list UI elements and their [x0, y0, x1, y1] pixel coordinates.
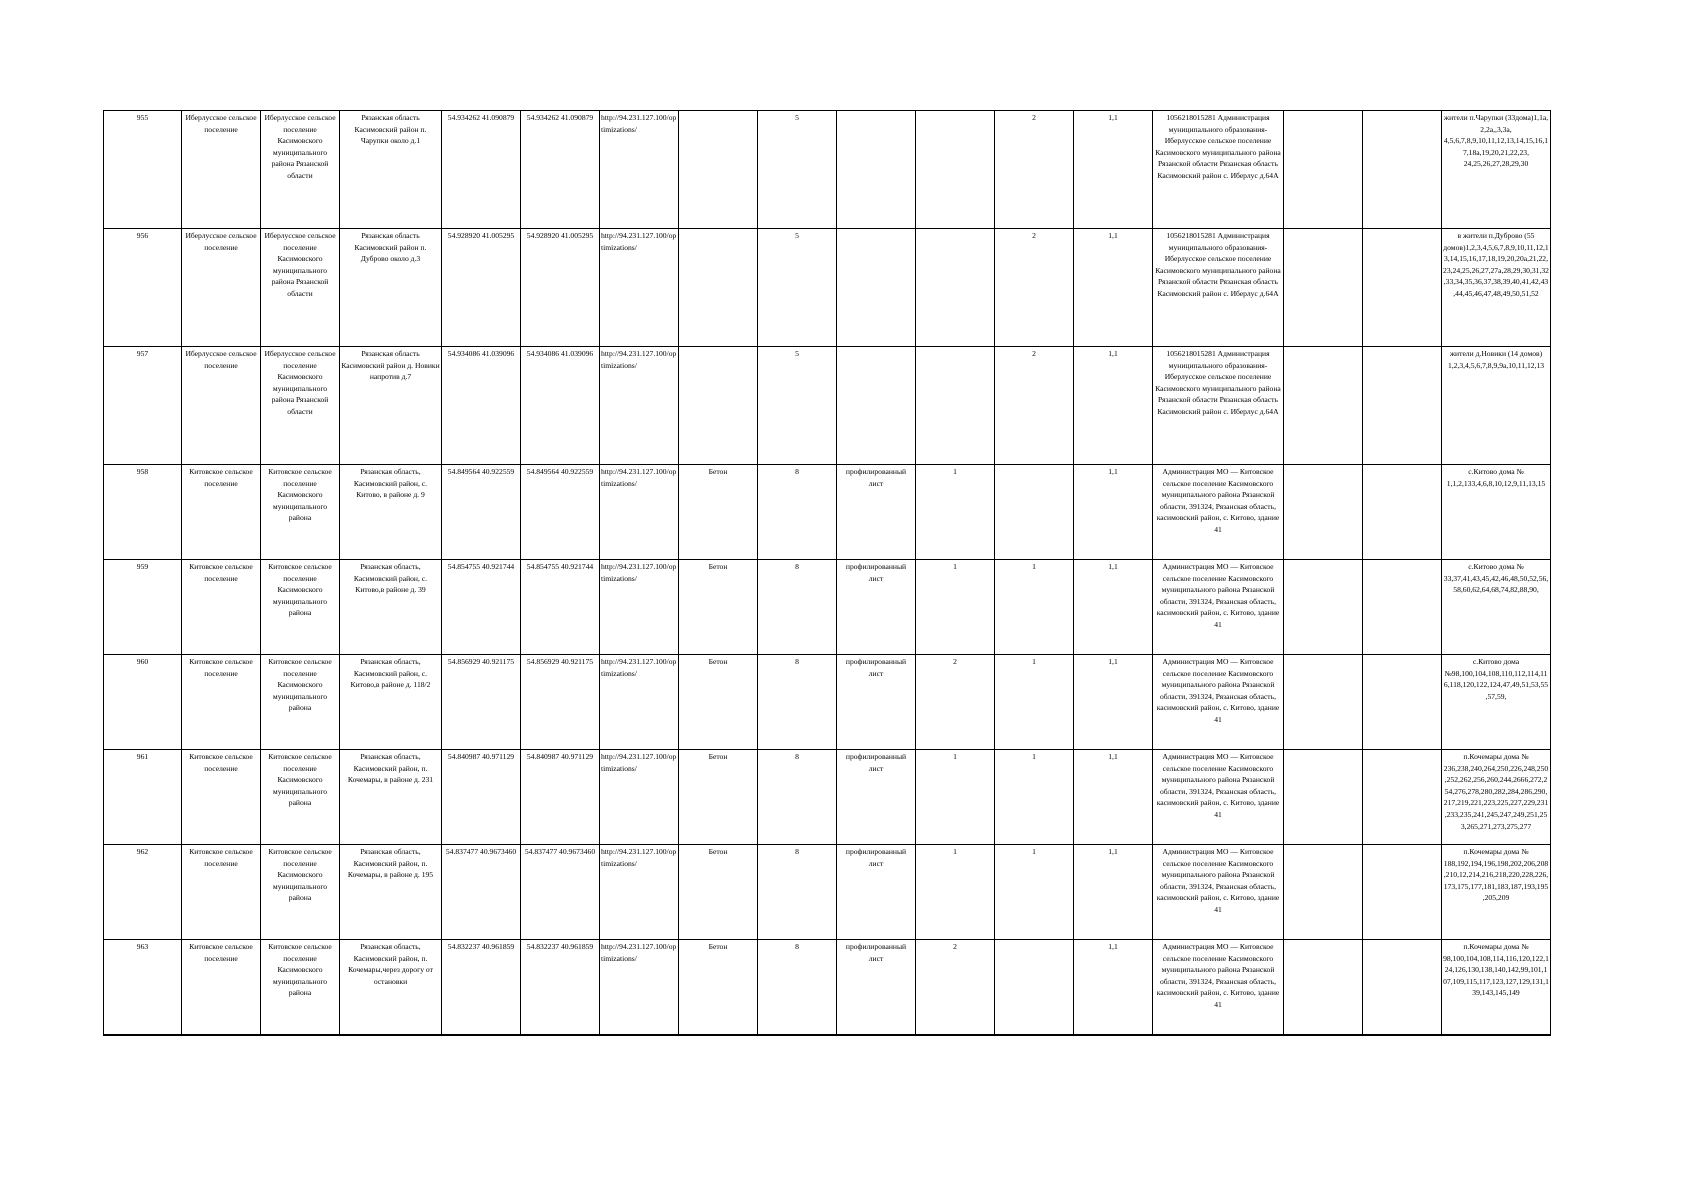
site-address: Рязанская область Касимовский район п. Дуброво около д.3 — [340, 229, 442, 347]
site-coordinates: 54.840987 40.971129 — [442, 750, 521, 845]
site-coordinates: 54.849564 40.922559 — [442, 465, 521, 560]
container-volume: 1,1 — [1074, 655, 1153, 750]
municipality-name: Китовское сельское поселение Касимовского муниципального района — [261, 940, 340, 1035]
table-body — [104, 111, 1551, 1035]
surface-type: Бетон — [679, 750, 758, 845]
row-number: 958 — [104, 465, 182, 560]
served-addresses: п.Кочемары дома № 98,100,104,108,114,116,120,122,124,126,130,138,140,142,99,101,107,109,115,117,123,127,129,131,139,143,145,149 — [1442, 940, 1551, 1035]
container-count-existing: 1 — [916, 750, 995, 845]
surface-type — [679, 347, 758, 465]
site-coordinates: 54.928920 41.005295 — [442, 229, 521, 347]
registry-table — [103, 110, 1551, 1036]
empty-cell — [1284, 940, 1363, 1035]
settlement-name: Китовское сельское поселение — [182, 465, 261, 560]
empty-cell — [1284, 750, 1363, 845]
container-volume: 1,1 — [1074, 940, 1153, 1035]
municipality-name: Китовское сельское поселение Касимовского муниципального района — [261, 655, 340, 750]
site-coordinates: 54.934262 41.090879 — [442, 111, 521, 229]
fence-type: профилированный лист — [837, 560, 916, 655]
site-area: 8 — [758, 750, 837, 845]
served-addresses: с.Китово дома № 33,37,41,43,45,42,46,48,50,52,56,58,60,62,64,68,74,82,88,90, — [1442, 560, 1551, 655]
surface-type — [679, 229, 758, 347]
row-number: 957 — [104, 347, 182, 465]
fence-type: профилированный лист — [837, 940, 916, 1035]
container-count-existing: 1 — [916, 560, 995, 655]
surface-type — [679, 111, 758, 229]
served-addresses: жители д.Новики (14 домов) 1,2,3,4,5,6,7,8,9,9а,10,11,12,13 — [1442, 347, 1551, 465]
empty-cell — [1363, 845, 1442, 940]
served-addresses: в жители п.Дуброво (55 домов)1,2,3,4,5,6,7,8,9,10,11,12,13,14,15,16,17,18,19,20,20а,21,22,23,24,25,26,27,27а,28,29,30,31,32,33,34,35,36,37,38,39,40,41,42,43,44,45,46,47,48,49,50,51,52 — [1442, 229, 1551, 347]
owner-info: 1056218015281 Администрация муниципального образования-Иберлусское сельское поселение Касимовского муниципального района Рязанской области Рязанская область Касимовский район с. Иберлус д.64А — [1153, 111, 1284, 229]
optimization-link: http://94.231.127.100/optimizations/ — [600, 655, 679, 750]
container-volume: 1,1 — [1074, 347, 1153, 465]
empty-cell — [1284, 655, 1363, 750]
owner-info: 1056218015281 Администрация муниципального образования-Иберлусское сельское поселение Касимовского муниципального района Рязанской области Рязанская область Касимовский район с. Иберлус д.64А — [1153, 229, 1284, 347]
empty-cell — [1284, 465, 1363, 560]
municipality-name: Иберлусское сельское поселение Касимовского муниципального района Рязанской области — [261, 347, 340, 465]
owner-info: Администрация МО — Китовское сельское поселение Касимовского муниципального района Рязанской области, 391324, Рязанская область, касимовский район, с. Китово, здание 41 — [1153, 465, 1284, 560]
municipality-name: Иберлусское сельское поселение Касимовского муниципального района Рязанской области — [261, 111, 340, 229]
settlement-name: Иберлусское сельское поселение — [182, 347, 261, 465]
table-row — [104, 560, 1551, 655]
empty-cell — [1363, 229, 1442, 347]
site-address: Рязанская область, Касимовский район, п. Кочемары, в районе д. 195 — [340, 845, 442, 940]
empty-cell — [1363, 560, 1442, 655]
empty-cell — [1284, 560, 1363, 655]
site-coordinates-duplicate: 54.832237 40.961859 — [521, 940, 600, 1035]
optimization-link: http://94.231.127.100/optimizations/ — [600, 750, 679, 845]
served-addresses: п.Кочемары дома № 188,192,194,196,198,202,206,208,210,12,214,216,218,220,228,226,173,175,177,181,183,187,193,195,205,209 — [1442, 845, 1551, 940]
table-row — [104, 229, 1551, 347]
site-area: 8 — [758, 655, 837, 750]
empty-cell — [1284, 845, 1363, 940]
site-address: Рязанская область Касимовский район д. Новики напротив д.7 — [340, 347, 442, 465]
empty-cell — [1363, 655, 1442, 750]
container-count-planned — [995, 465, 1074, 560]
served-addresses: п.Кочемары дома № 236,238,240,264,250,226,248,250,252,262,256,260,244,2666,272,254,276,278,280,282,284,286,290,217,219,221,223,225,227,229,231,233,235,241,245,247,249,251,253,265,271,273,275,277 — [1442, 750, 1551, 845]
site-coordinates: 54.856929 40.921175 — [442, 655, 521, 750]
empty-cell — [1363, 347, 1442, 465]
container-count-planned — [995, 940, 1074, 1035]
table-row — [104, 940, 1551, 1035]
document-page — [103, 110, 1549, 1036]
site-coordinates-duplicate: 54.934262 41.090879 — [521, 111, 600, 229]
municipality-name: Китовское сельское поселение Касимовского муниципального района — [261, 465, 340, 560]
container-count-existing — [916, 229, 995, 347]
container-count-planned: 2 — [995, 347, 1074, 465]
container-volume: 1,1 — [1074, 465, 1153, 560]
row-number: 956 — [104, 229, 182, 347]
optimization-link: http://94.231.127.100/optimizations/ — [600, 940, 679, 1035]
surface-type: Бетон — [679, 845, 758, 940]
site-coordinates: 54.934086 41.039096 — [442, 347, 521, 465]
surface-type: Бетон — [679, 465, 758, 560]
owner-info: Администрация МО — Китовское сельское поселение Касимовского муниципального района Рязанской области, 391324, Рязанская область, касимовский район, с. Китово, здание 41 — [1153, 845, 1284, 940]
empty-cell — [1284, 229, 1363, 347]
site-coordinates-duplicate: 54.837477 40.9673460 — [521, 845, 600, 940]
fence-type — [837, 229, 916, 347]
site-coordinates-duplicate: 54.928920 41.005295 — [521, 229, 600, 347]
site-area: 8 — [758, 845, 837, 940]
site-coordinates: 54.837477 40.9673460 — [442, 845, 521, 940]
fence-type: профилированный лист — [837, 845, 916, 940]
municipality-name: Китовское сельское поселение Касимовского муниципального района — [261, 560, 340, 655]
served-addresses: с.Китово дома № 1,1,2,133,4,6,8,10,12,9,11,13,15 — [1442, 465, 1551, 560]
fence-type: профилированный лист — [837, 750, 916, 845]
site-address: Рязанская область Касимовский район п. Чарупки около д.1 — [340, 111, 442, 229]
container-count-planned: 2 — [995, 111, 1074, 229]
served-addresses: с.Китово дома №98,100,104,108,110,112,114,116,118,120,122,124,47,49,51,53,55,57,59, — [1442, 655, 1551, 750]
container-count-existing: 1 — [916, 845, 995, 940]
site-coordinates: 54.854755 40.921744 — [442, 560, 521, 655]
container-count-existing — [916, 111, 995, 229]
settlement-name: Китовское сельское поселение — [182, 940, 261, 1035]
settlement-name: Китовское сельское поселение — [182, 655, 261, 750]
container-count-planned: 1 — [995, 845, 1074, 940]
site-area: 5 — [758, 229, 837, 347]
table-row — [104, 655, 1551, 750]
row-number: 961 — [104, 750, 182, 845]
site-area: 5 — [758, 111, 837, 229]
empty-cell — [1363, 465, 1442, 560]
row-number: 963 — [104, 940, 182, 1035]
owner-info: Администрация МО — Китовское сельское поселение Касимовского муниципального района Рязанской области, 391324, Рязанская область, касимовский район, с. Китово, здание 41 — [1153, 560, 1284, 655]
row-number: 959 — [104, 560, 182, 655]
site-coordinates-duplicate: 54.849564 40.922559 — [521, 465, 600, 560]
site-coordinates: 54.832237 40.961859 — [442, 940, 521, 1035]
site-coordinates-duplicate: 54.840987 40.971129 — [521, 750, 600, 845]
surface-type: Бетон — [679, 560, 758, 655]
surface-type: Бетон — [679, 655, 758, 750]
fence-type: профилированный лист — [837, 655, 916, 750]
site-coordinates-duplicate: 54.934086 41.039096 — [521, 347, 600, 465]
empty-cell — [1284, 347, 1363, 465]
settlement-name: Китовское сельское поселение — [182, 560, 261, 655]
site-area: 8 — [758, 560, 837, 655]
municipality-name: Иберлусское сельское поселение Касимовского муниципального района Рязанской области — [261, 229, 340, 347]
optimization-link: http://94.231.127.100/optimizations/ — [600, 229, 679, 347]
site-address: Рязанская область, Касимовский район, с. Китово,в районе д. 39 — [340, 560, 442, 655]
table-row — [104, 845, 1551, 940]
table-row — [104, 111, 1551, 229]
settlement-name: Китовское сельское поселение — [182, 750, 261, 845]
optimization-link: http://94.231.127.100/optimizations/ — [600, 465, 679, 560]
owner-info: Администрация МО — Китовское сельское поселение Касимовского муниципального района Рязанской области, 391324, Рязанская область, касимовский район, с. Китово, здание 41 — [1153, 940, 1284, 1035]
table-row — [104, 750, 1551, 845]
site-area: 8 — [758, 465, 837, 560]
fence-type — [837, 347, 916, 465]
served-addresses: жители п.Чарупки (33дома)1,1а, 2,2а,,3,3а, 4,5,6,7,8,9,10,11,12,13,14,15,16,17,18а,19,20,21,22,23, 24,25,26,27,28,29,30 — [1442, 111, 1551, 229]
optimization-link: http://94.231.127.100/optimizations/ — [600, 347, 679, 465]
container-volume: 1,1 — [1074, 111, 1153, 229]
optimization-link: http://94.231.127.100/optimizations/ — [600, 845, 679, 940]
table-row — [104, 347, 1551, 465]
container-volume: 1,1 — [1074, 560, 1153, 655]
fence-type: профилированный лист — [837, 465, 916, 560]
container-count-existing — [916, 347, 995, 465]
owner-info: Администрация МО — Китовское сельское поселение Касимовского муниципального района Рязанской области, 391324, Рязанская область, касимовский район, с. Китово, здание 41 — [1153, 655, 1284, 750]
site-address: Рязанская область, Касимовский район, п. Кочемары,через дорогу от остановки — [340, 940, 442, 1035]
site-coordinates-duplicate: 54.854755 40.921744 — [521, 560, 600, 655]
empty-cell — [1363, 940, 1442, 1035]
table-row — [104, 465, 1551, 560]
settlement-name: Китовское сельское поселение — [182, 845, 261, 940]
surface-type: Бетон — [679, 940, 758, 1035]
container-volume: 1,1 — [1074, 229, 1153, 347]
empty-cell — [1284, 111, 1363, 229]
optimization-link: http://94.231.127.100/optimizations/ — [600, 560, 679, 655]
municipality-name: Китовское сельское поселение Касимовского муниципального района — [261, 750, 340, 845]
owner-info: Администрация МО — Китовское сельское поселение Касимовского муниципального района Рязанской области, 391324, Рязанская область, касимовский район, с. Китово, здание 41 — [1153, 750, 1284, 845]
row-number: 955 — [104, 111, 182, 229]
empty-cell — [1363, 750, 1442, 845]
container-count-existing: 2 — [916, 940, 995, 1035]
container-count-planned: 1 — [995, 560, 1074, 655]
owner-info: 1056218015281 Администрация муниципального образования-Иберлусское сельское поселение Касимовского муниципального района Рязанской области Рязанская область Касимовский район с. Иберлус д.64А — [1153, 347, 1284, 465]
settlement-name: Иберлусское сельское поселение — [182, 111, 261, 229]
container-volume: 1,1 — [1074, 750, 1153, 845]
container-count-planned: 2 — [995, 229, 1074, 347]
container-count-existing: 2 — [916, 655, 995, 750]
row-number: 960 — [104, 655, 182, 750]
container-count-planned: 1 — [995, 750, 1074, 845]
container-count-existing: 1 — [916, 465, 995, 560]
container-count-planned: 1 — [995, 655, 1074, 750]
site-coordinates-duplicate: 54.856929 40.921175 — [521, 655, 600, 750]
site-area: 8 — [758, 940, 837, 1035]
site-address: Рязанская область, Касимовский район, с. Китово, в районе д. 9 — [340, 465, 442, 560]
site-area: 5 — [758, 347, 837, 465]
empty-cell — [1363, 111, 1442, 229]
row-number: 962 — [104, 845, 182, 940]
fence-type — [837, 111, 916, 229]
optimization-link: http://94.231.127.100/optimizations/ — [600, 111, 679, 229]
container-volume: 1,1 — [1074, 845, 1153, 940]
site-address: Рязанская область, Касимовский район, п. Кочемары, в районе д. 231 — [340, 750, 442, 845]
settlement-name: Иберлусское сельское поселение — [182, 229, 261, 347]
site-address: Рязанская область, Касимовский район, с. Китово,в районе д. 118/2 — [340, 655, 442, 750]
municipality-name: Китовское сельское поселение Касимовского муниципального района — [261, 845, 340, 940]
